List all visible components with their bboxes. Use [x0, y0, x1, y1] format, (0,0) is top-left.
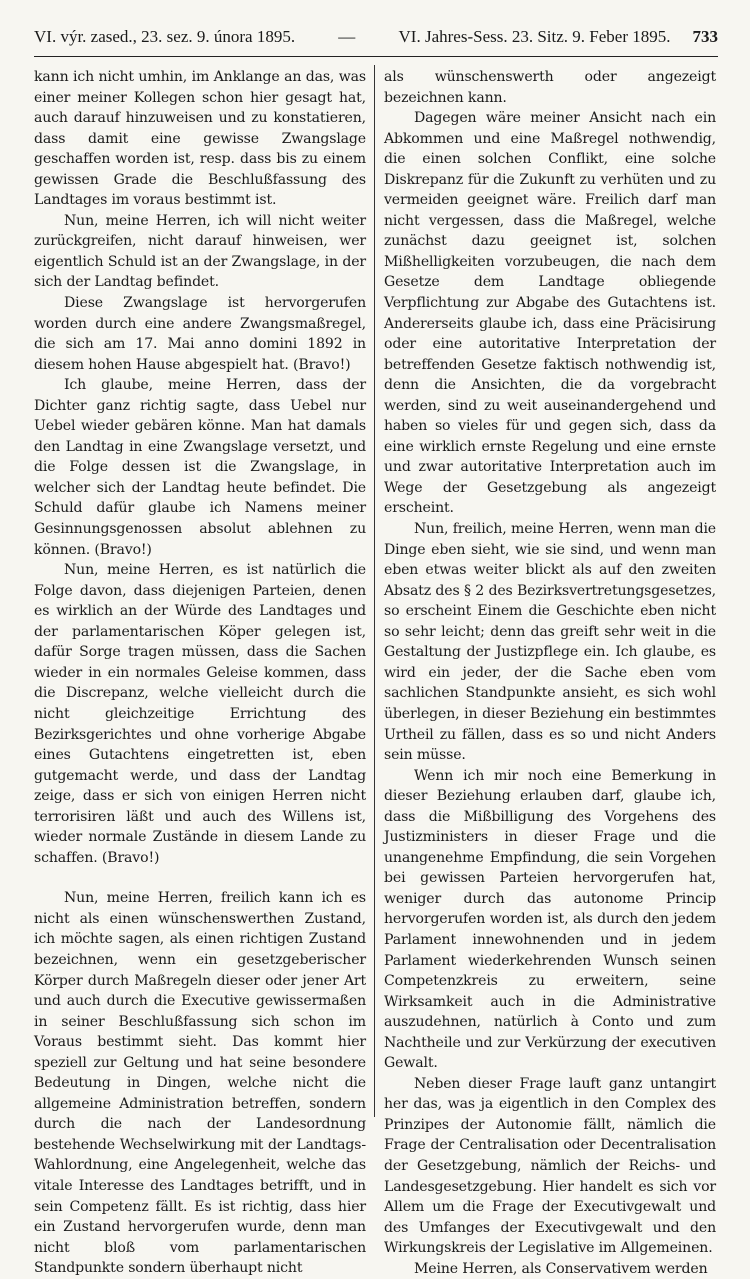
left-column [34, 67, 374, 1277]
right-column [375, 67, 716, 1277]
header-dash: — [338, 27, 356, 46]
paragraph: Nun, meine Herren, es ist natürlich die Folge davon, dass diejenigen Parteien, denen es wirklich an der Würde des Landtages und der parlamentarischen Köper gelegen ist, dafür Sorge tragen müssen, dass die Sachen wieder in ein normales Geleise kommen, dass die Discrepanz, welche vielleicht durch die nicht gleichzeitige Errichtung des Bezirksgerichtes und ohne vorherige Abgabe eines Gutachtens eingetretten ist, eben gutgemacht werde, und dass der Landtag zeige, dass er sich von einigen Herren nicht terrorisiren läßt und auch des Willens ist, wieder normale Zustände in diesem Lande zu schaffen. (Bravo!) [34, 562, 366, 866]
header-german-session: VI. Jahres-Sess. 23. Sitz. 9. Feber 1895. [398, 27, 671, 46]
paragraph: Nun, meine Herren, freilich kann ich es nicht als einen wünschenswerthen Zustand, ich möchte sagen, als einen richtigen Zustand bezeichnen, wenn ein gesetzgeberischer Körper durch Maßregeln dieser oder jener Art und auch durch die Executive gewissermaßen in seiner Beschlußfassung sich schon im Voraus bestimmt sieht. Das kommt hier speziell zur Geltung und hat seine besondere Bedeutung in Dingen, welche nicht die allgemeine Administration betreffen, sondern durch die nach der Landesordnung bestehende Wechselwirkung mit der Landtags-Wahlordnung, eine Angelegenheit, welche das vitale Interesse des Landtages betrifft, und in sein Competenz fällt. Es ist richtig, dass hier ein Zustand hervorgerufen wurde, denn man nicht bloß vom parlamentarischen Standpunkte sondern überhaupt nicht [34, 890, 366, 1277]
page-number: 733 [692, 27, 718, 46]
paragraph: Diese Zwangslage ist hervorgerufen worden durch eine andere Zwangsmaßregel, die sich am 17. Mai anno domini 1892 in diesem hohen Hause abgespielt hat. (Bravo!) [34, 295, 366, 373]
header-czech-session: VI. výr. zased., 23. sez. 9. února 1895. [34, 27, 296, 46]
paragraph: Dagegen wäre meiner Ansicht nach ein Abkommen und eine Maßregel nothwendig, die einen solchen Conflikt, eine solche Diskrepanz für die Zukunft zu verhüten und zu vermeiden geeignet wäre. Freilich darf man nicht vergessen, dass die Maßregel, welche zunächst dazu geeignet ist, solchen Mißhelligkeiten vorzubeugen, die nach dem Gesetze dem Landtage obliegende Verpflichtung zur Abgabe des Gutachtens ist. Andererseits glaube ich, dass eine Präcisirung oder eine autoritative Interpretation der betreffenden Gesetze faktisch nothwendig ist, denn die Ansichten, die da vorgebracht werden, sind zu weit auseinandergehend und haben so vieles für und gegen sich, dass da eine wirklich ernste Regelung und eine ernste und zwar autoritative Interpretation auch im Wege der Gesetzgebung als angezeigt erscheint. [384, 110, 716, 517]
paragraph: Wenn ich mir noch eine Bemerkung in dieser Beziehung erlauben darf, glaube ich, dass die Mißbilligung des Vorgehens des Justizministers in dieser Frage und die unangenehme Empfindung, die sein Vorgehen bei gewissen Parteien hervorgerufen hat, weniger durch das autonome Princip hervorgerufen worden ist, als durch den jedem Parlament innewohnenden und in jedem Parlament wiederkehrenden Wunsch seinen Competenzkreis zu erweitern, seine Wirksamkeit auch in die Administrative auszudehnen, natürlich à Conto und zum Nachtheile und zur Verkürzung der executiven Gewalt. [384, 767, 716, 1072]
paragraph: Nun, freilich, meine Herren, wenn man die Dinge eben sieht, wie sie sind, und wenn man eben etwas weiter blickt als auf den zweiten Absatz des § 2 des Bezirksvertretungsgesetzes, so erscheint Einem die Geschichte eben nicht so sehr leicht; denn das greift sehr weit in die Gestaltung der Justizpflege ein. Ich glaube, es wird ein jeder, der die Sache eben vom sachlichen Standpunkte ansieht, es sich wohl überlegen, in dieser Beziehung ein bestimmtes Urtheil zu fällen, dass es so und nicht Anders sein müsse. [384, 521, 716, 764]
paragraph: Meine Herren, als Conservativem werden [414, 1260, 708, 1277]
text-columns [34, 67, 718, 1277]
paragraph: Ich glaube, meine Herren, dass der Dichter ganz richtig sagte, dass Uebel nur Uebel wieder gebären könne. Man hat damals den Landtag in eine Zwangslage versetzt, und die Folge dessen ist die Zwangslage, in welcher sich der Landtag heute befindet. Die Schuld dafür glaube ich Namens meiner Gesinnungsgenossen absolut ablehnen zu können. (Bravo!) [34, 377, 366, 558]
paragraph: Nun, meine Herren, ich will nicht weiter zurückgreifen, nicht darauf hinweisen, wer eigentlich Schuld ist an der Zwangslage, in der sich der Landtag befindet. [34, 212, 366, 291]
paragraph: Neben dieser Frage lauft ganz untangirt her das, was ja eigentlich in den Complex des Prinzipes der Autonomie fällt, nämlich die Frage der Centralisation oder Decentralisation der Gesetzgebung, nämlich der Reichs- und Landesgesetzgebung. Hier handelt es sich vor Allem um die Frage der Executivgewalt und des Umfanges der Executivgewalt und den Wirkungskreis der Legislative im Allgemeinen. [384, 1075, 716, 1257]
page-header [34, 26, 718, 57]
paragraph: kann ich nicht umhin, im Anklange an das, was einer meiner Kollegen schon hier gesagt hat, auch darauf hinzuweisen und zu konstatieren, dass damit eine gewisse Zwangslage geschaffen worden ist, resp. dass bis zu einem gewissen Grade die Beschlußfassung des Landtages im voraus bestimmt ist. [34, 69, 366, 209]
paragraph: als wünschenswerth oder angezeigt bezeichnen kann. [384, 69, 716, 106]
